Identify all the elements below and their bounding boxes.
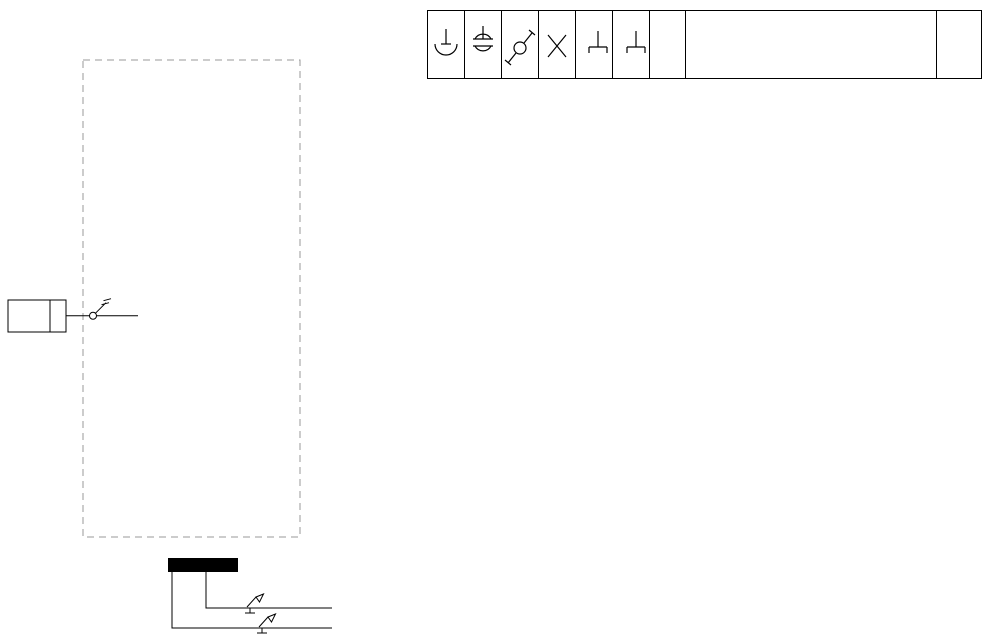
- light-point-icon: [539, 23, 575, 69]
- wiring-schematic: [0, 0, 430, 641]
- column-socket-single: [428, 11, 465, 79]
- column-light-point: [539, 11, 576, 79]
- water-earth-mark-icon: [257, 628, 267, 633]
- water-earth-clamp-icon: [259, 617, 268, 627]
- phase-flag-icon: [96, 299, 112, 314]
- load-table: [427, 10, 982, 79]
- water-bonding-line: [172, 572, 332, 628]
- gas-bonding-line: [206, 572, 332, 608]
- earth-rail: [168, 558, 238, 572]
- column-int-outlet: [613, 11, 650, 79]
- kwh-meter-box: [8, 300, 66, 332]
- column-socket-double: [465, 11, 502, 79]
- column-tv-outlet: [576, 11, 613, 79]
- water-clamp-flag-icon: [268, 614, 276, 622]
- meter-cabinet-dashed-box: [83, 60, 300, 537]
- column-spare: [650, 11, 686, 79]
- table-header: [428, 11, 982, 79]
- gas-earth-clamp-icon: [247, 597, 256, 607]
- socket-single-icon: [428, 23, 464, 69]
- socket-double-icon: [465, 23, 501, 69]
- main-connection-icon: [90, 312, 97, 319]
- column-switch: [502, 11, 539, 79]
- column-opmerking: [686, 11, 937, 79]
- int-outlet-icon: [613, 23, 649, 69]
- column-va: [937, 11, 982, 79]
- tv-outlet-icon: [576, 23, 612, 69]
- gas-earth-mark-icon: [245, 608, 255, 613]
- gas-clamp-flag-icon: [256, 594, 264, 602]
- switch-icon: [502, 23, 538, 69]
